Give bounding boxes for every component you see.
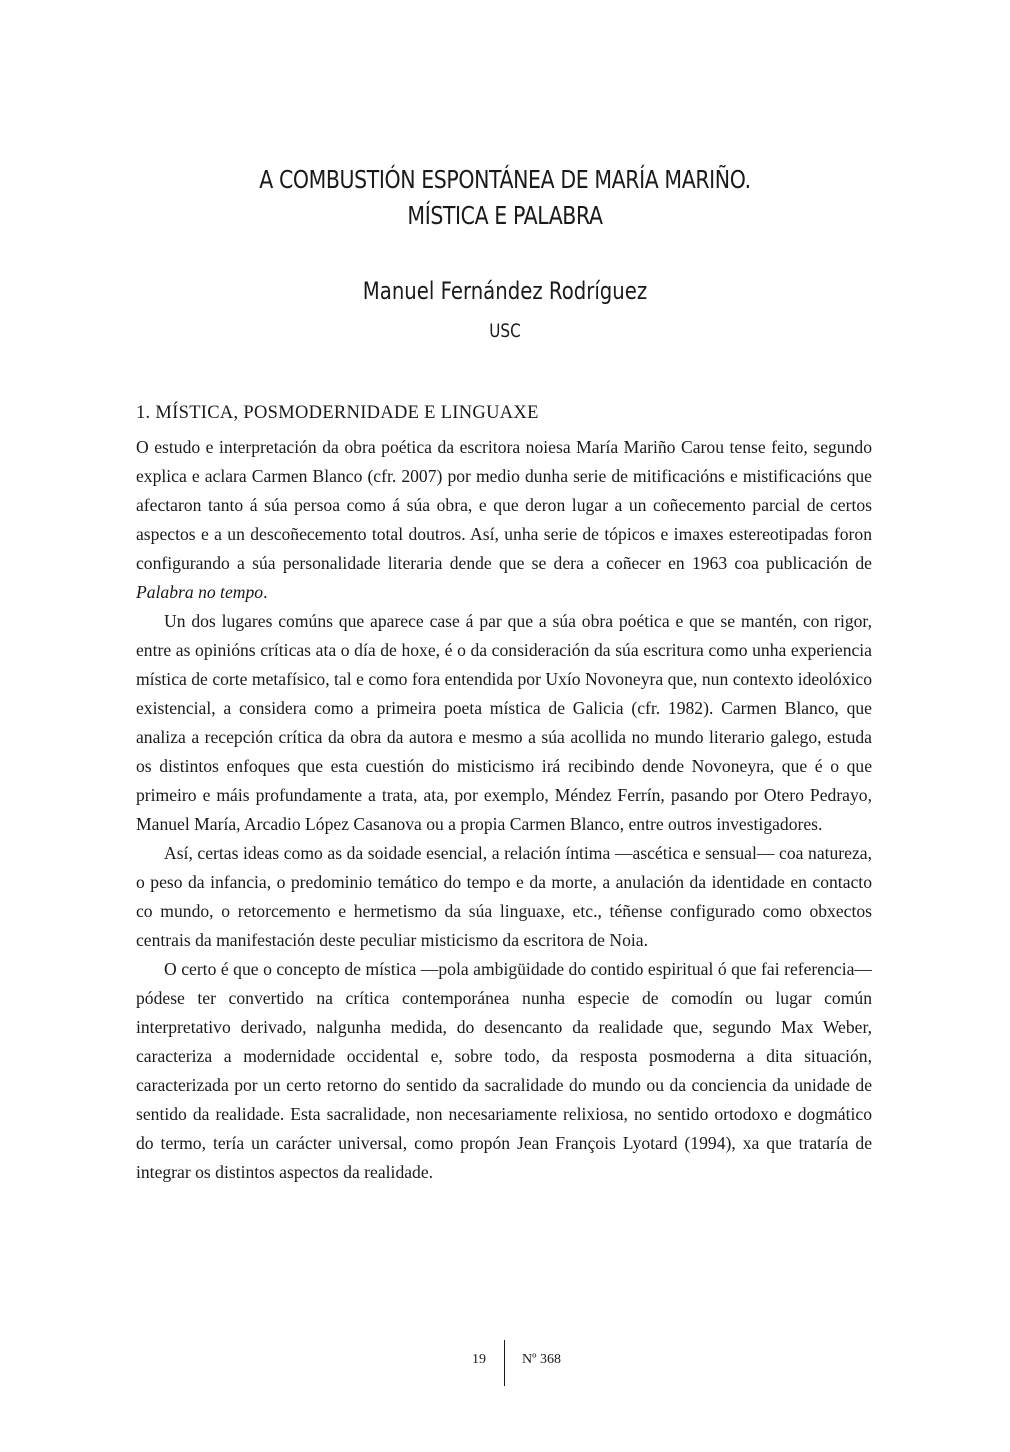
paragraph-2: Un dos lugares comúns que aparece case á par que a súa obra poética e que se mantén, con rigor, entre as opinións críticas ata o día de hoxe, é o da consideración da súa escritura como unha experiencia mística de corte metafísico, tal e como fora entendida por Uxío Novoneyra que, nun contexto ideolóxico existencial, a considera como a primeira poeta mística de Galicia (cfr. 1982). Carmen Blanco, que analiza a recepción crítica da obra da autora e mesmo a súa acollida no mundo literario galego, estuda os distintos enfoques que esta cuestión do misticismo irá recibindo dende Novoneyra, que é o que primeiro e máis profundamente a trata, ata, por exemplo, Méndez Ferrín, pasando por Otero Pedrayo, Manuel María, Arcadio López Casanova ou a propia Carmen Blanco, entre outros investigadores.	[136, 611, 872, 834]
paragraph-1	[136, 433, 872, 607]
paragraph-1-text: O estudo e interpretación da obra poética da escritora noiesa María Mariño Carou tense feito, segundo explica e aclara Carmen Blanco (cfr. 2007) por medio dunha serie de mitificacións e mistificacións que afectaron tanto á súa persoa como á súa obra, e que deron lugar a un coñecemento parcial de certos aspectos e a un descoñecemento total doutros. Así, unha serie de tópicos e imaxes estereotipadas foron configurando a súa personalidade literaria dende que se dera a coñecer en 1963 coa publicación de	[136, 437, 872, 573]
book-title-italic: Palabra no tempo	[136, 582, 264, 602]
issue-number: Nº 368	[522, 1352, 561, 1367]
footer-divider	[504, 1340, 505, 1386]
section-heading: 1. MÍSTICA, POSMODERNIDADE E LINGUAXE	[136, 403, 539, 423]
paragraph-1-end: .	[263, 582, 268, 602]
paragraph-3: Así, certas ideas como as da soidade esencial, a relación íntima —ascética e sensual— coa natureza, o peso da infancia, o predominio temático do tempo e da morte, a anulación da identidade en contacto co mundo, o retorcemento e hermetismo da súa linguaxe, etc., téñense configurado como obxectos centrais da manifestación deste peculiar misticismo da escritora de Noia.	[136, 843, 872, 950]
author-affiliation: USC	[489, 320, 521, 342]
title-line-2: MÍSTICA E PALABRA	[407, 201, 603, 230]
article-body	[136, 398, 872, 1187]
author-name: Manuel Fernández Rodríguez	[362, 277, 648, 305]
article-title	[173, 162, 837, 234]
page-number: 19	[472, 1352, 486, 1367]
page-footer	[0, 1340, 1010, 1388]
title-line-1: A COMBUSTIÓN ESPONTÁNEA DE MARÍA MARIÑO.	[259, 165, 751, 194]
paragraph-4: O certo é que o concepto de mística —pola ambigüidade do contido espiritual ó que fai referencia— pódese ter convertido na crítica contemporánea nunha especie de comodín ou lugar común interpretativo derivado, nalgunha medida, do desencanto da realidade que, segundo Max Weber, caracteriza a modernidade occidental e, sobre todo, da resposta posmoderna a dita situación, caracterizada por un certo retorno do sentido da sacralidade do mundo ou da conciencia da unidade de sentido da realidade. Esta sacralidade, non necesariamente relixiosa, no sentido ortodoxo e dogmático do termo, tería un carácter universal, como propón Jean François Lyotard (1994), xa que trataría de integrar os distintos aspectos da realidade.	[136, 959, 872, 1182]
